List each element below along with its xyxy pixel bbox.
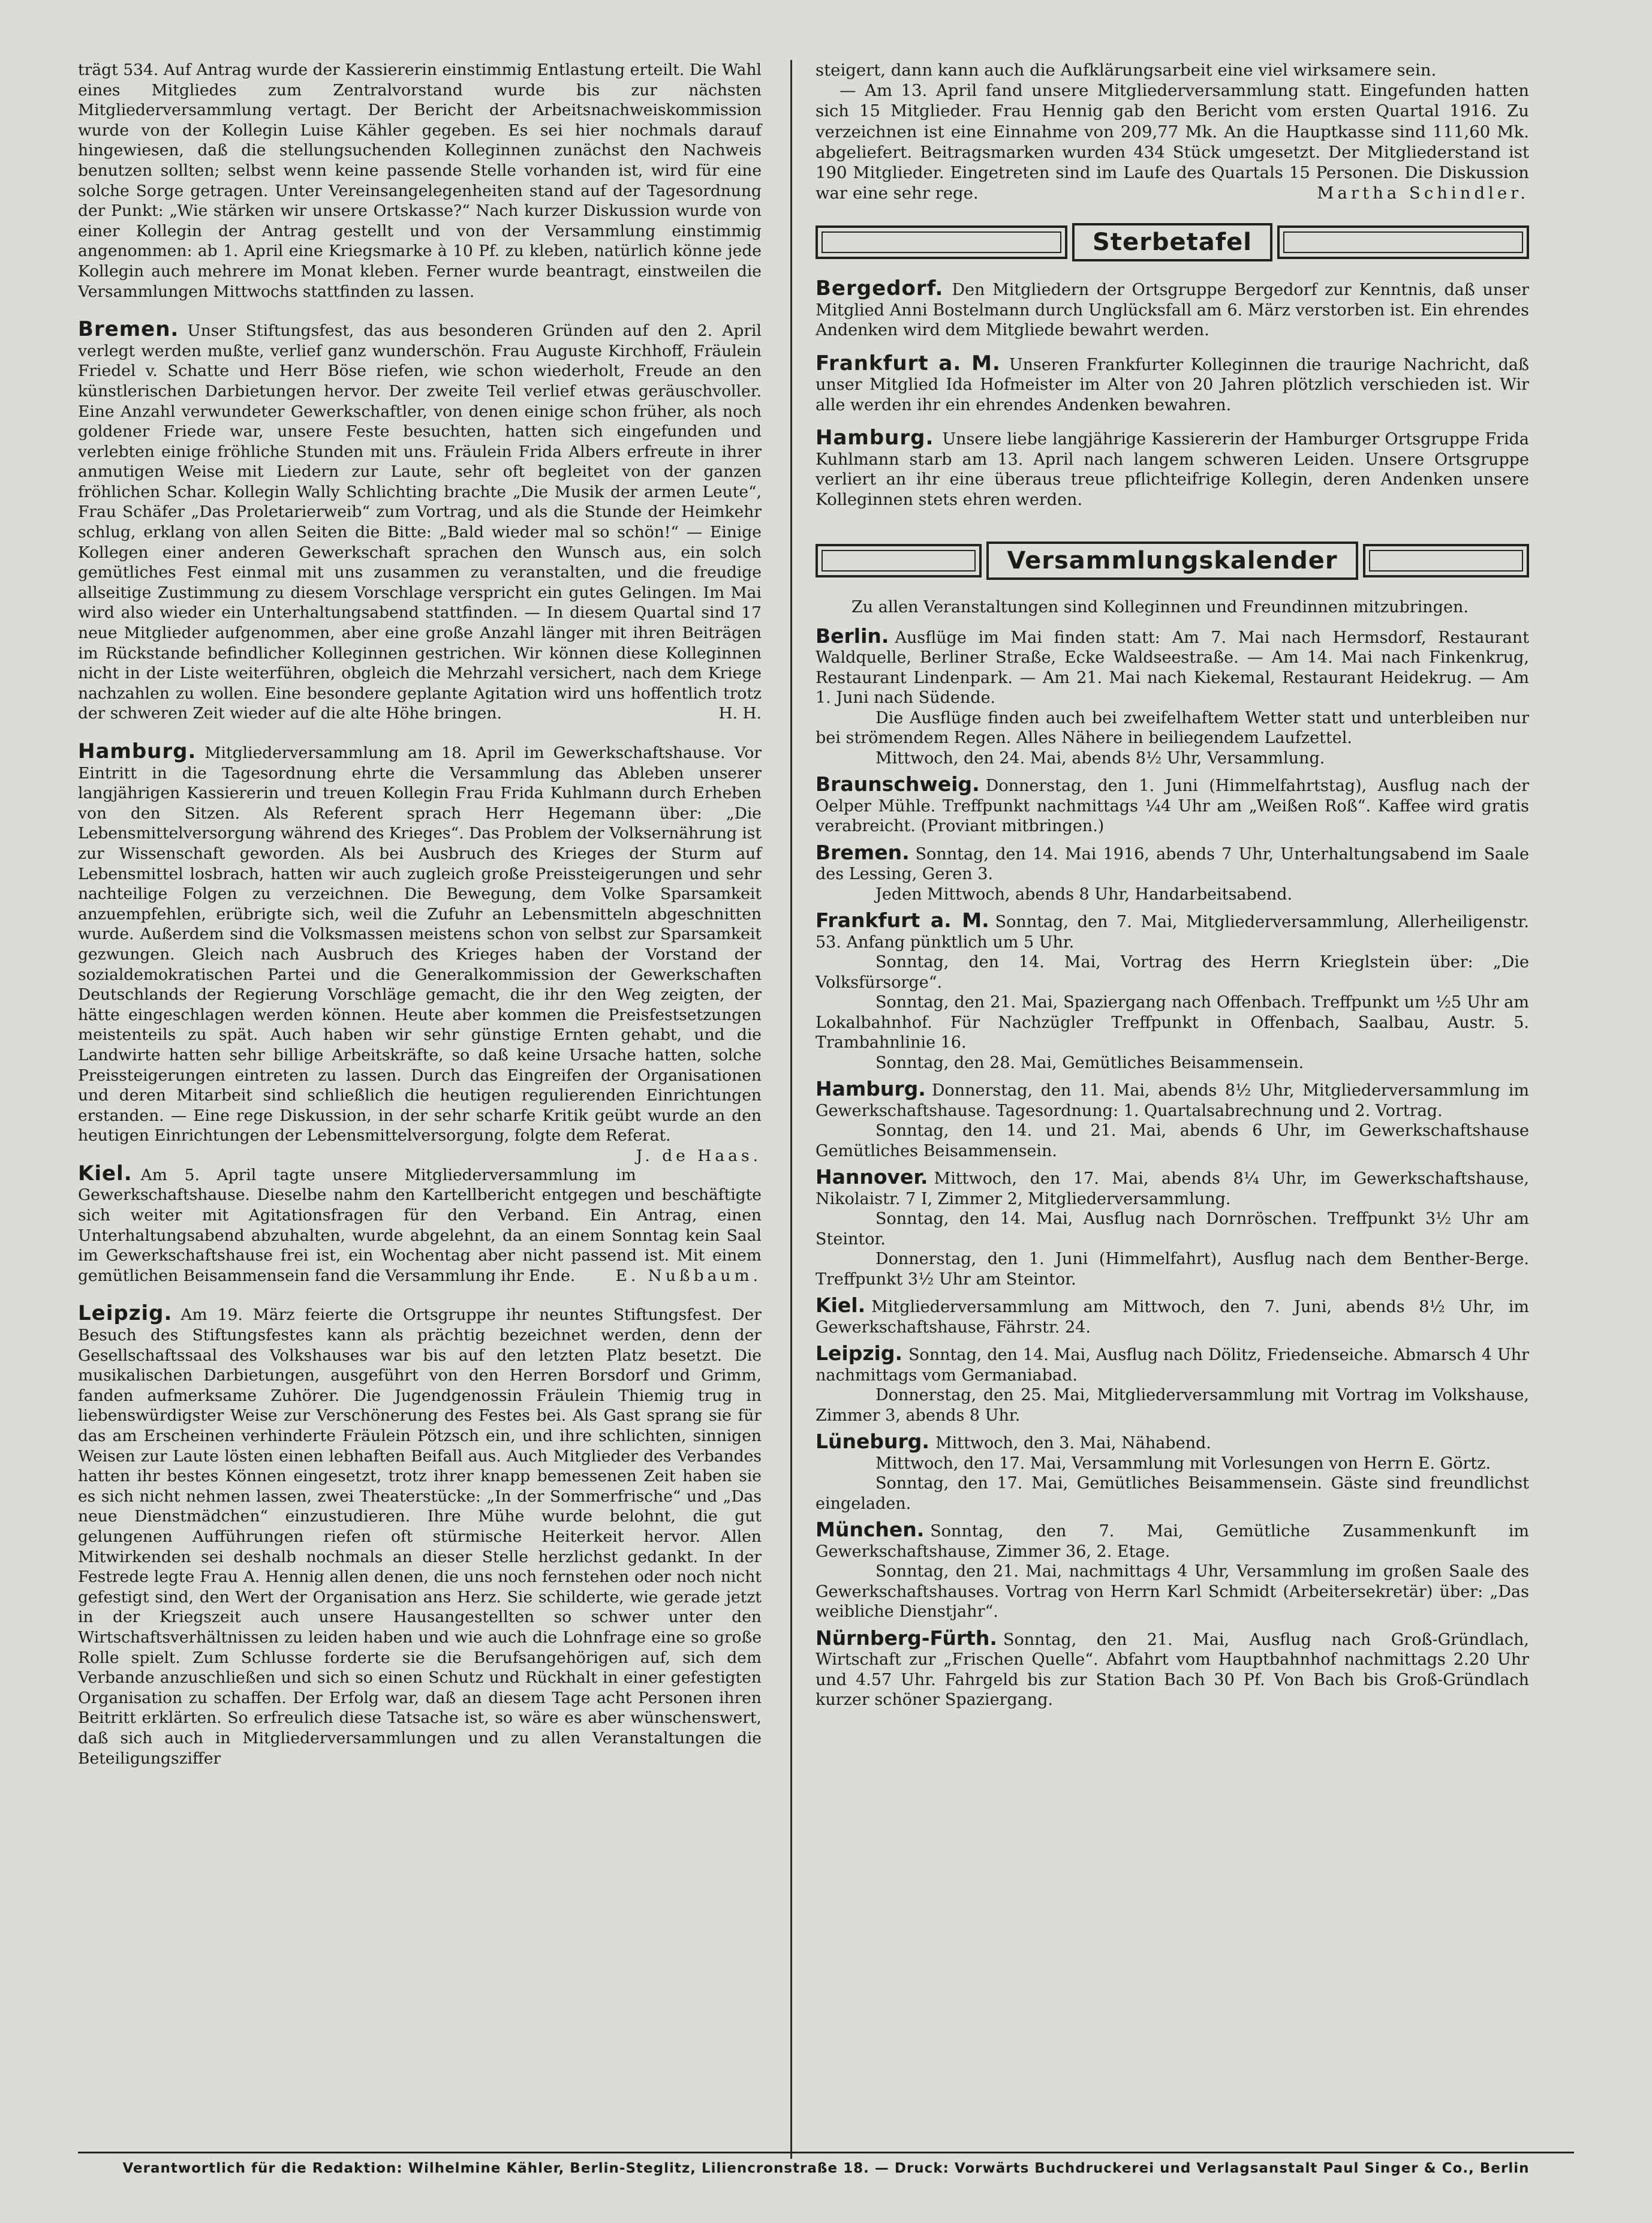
- obituary-hamburg: [816, 428, 1529, 510]
- event-hamburg: [816, 1079, 1529, 1161]
- leipzig-report: [816, 80, 1529, 203]
- imprint-footer: Verantwortlich für die Redaktion: Wilhelmine Kähler, Berlin-Steglitz, Liliencronstraße 18. — Druck: Vorwärts Buchdruckerei und Verlagsanstalt Paul Singer & Co., Berlin: [78, 2152, 1574, 2176]
- event-line: Sonntag, den 17. Mai, Gemütliches Beisammensein. Gäste sind freundlichst eingeladen.: [816, 1474, 1529, 1513]
- intro-paragraph: trägt 534. Auf Antrag wurde der Kassiererin einstimmig Entlastung erteilt. Die Wahl eines Mitgliedes zum Zentralvorstand wurde bis zur nächsten Mitgliederversammlung vertagt. Der Bericht der Arbeitsnachweiskommission wurde von der Kollegin Luise Kähler gegeben. Es sei hier nochmals darauf hingewiesen, daß die stellungsuchenden Kolleginnen zunächst den Nachweis benutzen sollten; selbst wenn keine passende Stelle vorhanden ist, wird für eine solche Sorge getragen. Unter Vereinsangelegenheiten stand auf der Tagesordnung der Punkt: „Wie stärken wir unsere Ortskasse?“ Nach kurzer Diskussion wurde von einer Kollegin der Antrag gestellt und von der Versammlung einstimmig angenommen: ab 1. April eine Kriegsmarke à 10 Pf. zu kleben, natürlich könne jede Kollegin auch mehrere im Monat kleben. Ferner wurde beantragt, einstweilen die Versammlungen Mittwochs stattfinden zu lassen.: [78, 61, 762, 301]
- event-line: Mitgliederversammlung am Mittwoch, den 7. Juni, abends 8½ Uhr, im Gewerkschaftshause, Fährstr. 24.: [816, 1298, 1529, 1337]
- event-line: Jeden Mittwoch, abends 8 Uhr, Handarbeitsabend.: [875, 885, 1293, 904]
- event-line: Die Ausflüge finden auch bei zweifelhaftem Wetter statt und unterbleiben nur bei strömendem Regen. Alles Nähere in beiliegendem Laufzettel.: [816, 708, 1529, 748]
- article-signature: E. Nußbaum.: [615, 1266, 762, 1285]
- article-text: Am 5. April tagte unsere Mitgliederversammlung im Gewerkschaftshause. Dieselbe nahm den Kartellbericht entgegen und beschäftigte sich weiter mit Agitationsfragen für den Verband. Ein Antrag, einen Unterhaltungsabend abzuhalten, wurde abgelehnt, da an einem Sonntag kein Saal im Gewerkschaftshause frei ist, ein Wochentag aber nicht passend ist. Mit einem gemütlichen Beisammensein fand die Versammlung ihr Ende.: [78, 1165, 762, 1285]
- event-line: Donnerstag, den 1. Juni (Himmelfahrtstag), Ausflug nach der Oelper Mühle. Treffpunkt nachmittags ¼4 Uhr am „Weißen Roß“. Kaffee wird gratis verabreicht. (Proviant mitbringen.): [816, 777, 1529, 836]
- event-line: Sonntag, den 14. und 21. Mai, abends 6 Uhr, im Gewerkschaftshause Gemütliches Beisammensein.: [816, 1121, 1529, 1160]
- event-place: Kiel.: [816, 1294, 866, 1317]
- header-ornament-right: [1363, 544, 1529, 577]
- event-line: Sonntag, den 7. Mai, Gemütliche Zusammenkunft im Gewerkschaftshause, Zimmer 36, 2. Etage.: [816, 1522, 1529, 1561]
- event-place: Lüneburg.: [816, 1430, 929, 1454]
- event-line: Sonntag, den 14. Mai, Vortrag des Herrn Krieglstein über: „Die Volksfürsorge“.: [816, 953, 1529, 992]
- event-place: Berlin.: [816, 624, 889, 648]
- obituary-place: Frankfurt a. M.: [816, 351, 1001, 375]
- article-bremen: [78, 317, 762, 724]
- event-place: Bremen.: [816, 840, 910, 864]
- obituary-text: Den Mitgliedern der Ortsgruppe Bergedorf zur Kenntnis, daß unser Mitglied Anni Bostelmann durch Unglücksfall am 6. März verstorben ist. Ein ehrendes Andenken wird dem Mitgliede bewahrt werden.: [816, 281, 1529, 340]
- event-muenchen: [816, 1520, 1529, 1622]
- left-column: [78, 60, 762, 1768]
- event-line: Mittwoch, den 24. Mai, abends 8½ Uhr, Versammlung.: [875, 748, 1325, 768]
- event-line: Sonntag, den 28. Mai, Gemütliches Beisammensein.: [875, 1053, 1304, 1072]
- leipzig-continuation: steigert, dann kann auch die Aufklärungsarbeit eine viel wirksamere sein.: [816, 61, 1437, 80]
- obituary-text: Unseren Frankfurter Kolleginnen die traurige Nachricht, daß unser Mitglied Ida Hofmeister im Alter von 20 Jahren plötzlich verschieden ist. Wir alle werden ihr ein ehrendes Andenken bewahren.: [816, 355, 1529, 414]
- header-ornament-left: [816, 544, 982, 577]
- event-braunschweig: [816, 774, 1529, 837]
- obituary-text: Unsere liebe langjährige Kassiererin der Hamburger Ortsgruppe Frida Kuhlmann starb am 13. April nach langem schweren Leiden. Unsere Ortsgruppe verliert an ihr eine überaus treue pflichteifrige Kollegin, deren Andenken unsere Kolleginnen stets ehren werden.: [816, 430, 1529, 509]
- article-signature: H. H.: [718, 704, 762, 723]
- event-line: Sonntag, den 21. Mai, nachmittags 4 Uhr, Versammlung im großen Saale des Gewerkschaftshauses. Vortrag von Herrn Karl Schmidt (Arbeitersekretär) über: „Das weibliche Dienstjahr“.: [816, 1562, 1529, 1622]
- obituary-place: Bergedorf.: [816, 276, 944, 301]
- event-line: Sonntag, den 14. Mai, Ausflug nach Dornröschen. Treffpunkt 3½ Uhr am Steintor.: [816, 1210, 1529, 1249]
- event-leipzig: [816, 1343, 1529, 1425]
- event-hannover: [816, 1167, 1529, 1289]
- event-line: Mittwoch, den 17. Mai, abends 8¼ Uhr, im Gewerkschaftshause, Nikolaistr. 7 I, Zimmer 2, Mitgliederversammlung.: [816, 1169, 1529, 1208]
- kalender-title: Versammlungskalender: [986, 542, 1358, 580]
- article-hamburg: [78, 739, 762, 1165]
- kalender-intro: [816, 597, 1529, 618]
- event-line: Mittwoch, den 17. Mai, Versammlung mit Vorlesungen von Herrn E. Görtz.: [875, 1454, 1491, 1473]
- event-line: Sonntag, den 14. Mai 1916, abends 7 Uhr, Unterhaltungsabend im Saale des Lessing, Geren 3.: [816, 844, 1529, 884]
- kalender-intro-text: Zu allen Veranstaltungen sind Kolleginnen und Freundinnen mitzubringen.: [851, 598, 1469, 617]
- event-line: Sonntag, den 21. Mai, Ausflug nach Groß-Gründlach, Wirtschaft zur „Frischen Quelle“. Abfahrt vom Hauptbahnhof nachmittags 2.20 Uhr und 4.57 Uhr. Fahrgeld bis zur Station Bach 30 Pf. Von Bach bis Groß-Gründlach kurzer schöner Spaziergang.: [816, 1630, 1529, 1710]
- sterbetafel-title: Sterbetafel: [1072, 223, 1272, 261]
- event-line: Donnerstag, den 1. Juni (Himmelfahrt), Ausflug nach dem Benther-Berge. Treffpunkt 3½ Uhr am Steintor.: [816, 1250, 1529, 1289]
- header-ornament-left: [816, 225, 1067, 259]
- event-line: Sonntag, den 7. Mai, Mitgliederversammlung, Allerheiligenstr. 53. Anfang pünktlich um 5 Uhr.: [816, 913, 1529, 952]
- event-frankfurt: [816, 910, 1529, 1073]
- event-place: Nürnberg-Fürth.: [816, 1626, 997, 1650]
- leipzig-signature: Martha Schindler.: [1317, 184, 1529, 203]
- article-place: Kiel.: [78, 1161, 133, 1186]
- event-place: Braunschweig.: [816, 772, 980, 796]
- event-place: Hannover.: [816, 1165, 928, 1189]
- obituary-place: Hamburg.: [816, 426, 934, 450]
- event-place: Leipzig.: [816, 1341, 903, 1365]
- sterbetafel-header: [816, 221, 1529, 263]
- event-line: Sonntag, den 14. Mai, Ausflug nach Dölitz, Friedenseiche. Abmarsch 4 Uhr nachmittags vom Germaniabad.: [816, 1346, 1529, 1385]
- event-place: München.: [816, 1518, 925, 1542]
- article-place: Bremen.: [78, 317, 179, 342]
- event-place: Frankfurt a. M.: [816, 909, 989, 932]
- article-text: Mitgliederversammlung am 18. April im Gewerkschaftshause. Vor Eintritt in die Tagesordnung ehrte die Versammlung das Ableben unserer langjährigen Kassiererin und treuen Kollegin Frau Frida Kuhlmann durch Erheben von den Sitzen. Als Referent sprach Herr Hegemann über: „Die Lebensmittelversorgung während des Krieges“. Das Problem der Volksernährung ist zur Wissenschaft geworden. Als bei Ausbruch des Krieges der Sturm auf Lebensmittel losbrach, hatten wir auch zugleich große Preissteigerungen und sehr nachteilige Folgen zu verzeichnen. Die Bewegung, dem Volke Sparsamkeit anzuempfehlen, erübrigte sich, weil die Zufuhr an Lebensmitteln abgeschnitten wurde. Außerdem sind die Volksmassen meistens schon von selbst zur Sparsamkeit gezwungen. Gleich nach Ausbruch des Krieges haben der Vorstand der sozialdemokratischen Partei und die Generalkommission der Gewerkschaften Deutschlands der Regierung Vorschläge gemacht, die ihr den Weg zeigten, der hätte eingeschlagen werden können. Heute aber kommen die Preisfestsetzungen meistenteils zu spät. Auch haben wir sehr günstige Ernten gehabt, und die Landwirte hatten sehr billige Arbeitskräfte, so daß keine Ursache hatten, solche Preissteigerungen eintreten zu lassen. Durch das Eingreifen der Organisationen und deren Mitarbeit sind schließlich die heutigen regulierenden Einrichtungen erstanden. — Eine rege Diskussion, in der sehr scharfe Kritik geübt wurde an den heutigen Einrichtungen der Lebensmittelversorgung, folgte dem Referat.: [78, 744, 762, 1145]
- article-place: Hamburg.: [78, 739, 197, 763]
- leipzig-report-text: — Am 13. April fand unsere Mitgliederversammlung statt. Eingefunden hatten sich 15 Mitglieder. Frau Hennig gab den Bericht vom ersten Quartal 1916. Zu verzeichnen ist eine Einnahme von 209,77 Mk. An die Hauptkasse sind 111,60 Mk. abgeliefert. Beitragsmarken wurden 434 Stück umgesetzt. Der Mitgliederstand ist 190 Mitglieder. Eingetreten sind im Laufe des Quartals 15 Personen. Die Diskussion war eine sehr rege.: [816, 81, 1529, 203]
- event-kiel: [816, 1295, 1529, 1337]
- article-text: Am 19. März feierte die Ortsgruppe ihr neuntes Stiftungsfest. Der Besuch des Stiftungsfestes kann als prächtig bezeichnet werden, denn der Gesellschaftssaal des Volkshauses war bis auf den letzten Platz besetzt. Die musikalischen Darbietungen, ausgeführt von den Herren Borsdorf und Grimm, fanden aufmerksame Zuhörer. Die Jugendgenossin Fräulein Thiemig trug in liebenswürdigster Weise zur Verschönerung des Festes bei. Als Gast sprang sie für das am Erscheinen verhinderte Fräulein Pötzsch ein, und ihre schlichten, sinnigen Weisen zur Laute lösten einen lebhaften Beifall aus. Auch Mitglieder des Verbandes hatten ihr bestes Können eingesetzt, trotz ihrer knapp bemessenen Zeit haben sie es sich nicht nehmen lassen, zwei Theaterstücke: „In der Sommerfrische“ und „Das neue Dienstmädchen“ einzustudieren. Ihre Mühe wurde belohnt, die gut gelungenen Aufführungen riefen oft stürmische Heiterkeit hervor. Allen Mitwirkenden sei deshalb nochmals an dieser Stelle herzlichst gedankt. In der Festrede legte Frau A. Hennig allen denen, die uns noch fernstehen oder noch nicht gefestigt sind, den Wert der Organisation ans Herz. Sie schilderte, wie gerade jetzt in der Kriegszeit auch unsere Hausangestellten so schwer unter den Wirtschaftsverhältnissen zu leiden haben und wie auch die Lohnfrage eine so große Rolle spielt. Zum Schlusse forderte sie die Berufsangehörigen auf, sich dem Verbande anzuschließen und sich so einen Schutz und Rückhalt in einer gefestigten Organisation zu schaffen. Der Erfolg war, daß an diesem Tage acht Personen ihren Beitritt erklärten. So erfreulich diese Tatsache ist, so wäre es aber wünschenswert, daß sich auch in Mitgliederversammlungen und zu allen Veranstaltungen die Beteiligungsziffer: [78, 1305, 762, 1768]
- event-line: Mittwoch, den 3. Mai, Nähabend.: [935, 1434, 1211, 1453]
- event-place: Hamburg.: [816, 1077, 926, 1101]
- event-line: Donnerstag, den 25. Mai, Mitgliederversammlung mit Vortrag im Volkshause, Zimmer 3, abends 8 Uhr.: [816, 1386, 1529, 1425]
- event-lueneburg: [816, 1431, 1529, 1514]
- event-line: Donnerstag, den 11. Mai, abends 8½ Uhr, Mitgliederversammlung im Gewerkschaftshause. Tagesordnung: 1. Quartalsabrechnung und 2. Vortrag.: [816, 1081, 1529, 1120]
- event-bremen: [816, 840, 1529, 905]
- obituary-bergedorf: [816, 276, 1529, 341]
- obituary-frankfurt: [816, 351, 1529, 416]
- article-text: Unser Stiftungsfest, das aus besonderen Gründen auf den 2. April verlegt werden mußte, verlief ganz wunderschön. Frau Auguste Kirchhoff, Fräulein Friedel v. Schatte und Herr Böse riefen, wie schon wiederholt, Freude an den künstlerischen Darbietungen hervor. Der zweite Teil verlief etwas geräuschvoller. Eine Anzahl verwundeter Gewerkschaftler, von denen einige schon früher, als noch goldener Friede war, unsere Feste besuchten, hatten sich eingefunden und verlebten einige fröhliche Stunden mit uns. Fräulein Frida Albers erfreute in ihrer anmutigen Weise mit Liedern zur Laute, sehr oft begleitet von der ganzen fröhlichen Schar. Kollegin Wally Schlichting brachte „Die Musik der armen Leute“, Frau Schäfer „Das Proletarierweib“ zum Vortrag, und als die Stunde der Heimkehr schlug, erklang von allen Seiten die Bitte: „Bald wieder mal so schön!“ — Einige Kollegen einer anderen Gewerkschaft sprachen den Wunsch aus, ein solch gemütliches Fest einmal mit uns zusammen zu veranstalten, und die freudige allseitige Zustimmung zu diesem Vorschlage verspricht ein gutes Gelingen. Im Mai wird also wieder ein Unterhaltungsabend stattfinden. — In diesem Quartal sind 17 neue Mitglieder aufgenommen, aber eine große Anzahl länger mit ihren Beiträgen im Rückstande befindlicher Kolleginnen gestrichen. Wir können diese Kolleginnen nicht in der Liste weiterführen, obgleich die Mehrzahl versichert, nach dem Kriege nachzahlen zu wollen. Eine besondere geplante Agitation wird uns hoffentlich trotz der schweren Zeit wieder auf die alte Höhe bringen.: [78, 321, 762, 723]
- event-line: Ausflüge im Mai finden statt: Am 7. Mai nach Hermsdorf, Restaurant Waldquelle, Berliner Straße, Ecke Waldseestraße. — Am 14. Mai nach Finkenkrug, Restaurant Lindenpark. — Am 21. Mai nach Kiekemal, Restaurant Heidekrug. — Am 1. Juni nach Südende.: [816, 628, 1529, 708]
- column-divider: [790, 60, 792, 2159]
- event-line: Sonntag, den 21. Mai, Spaziergang nach Offenbach. Treffpunkt um ½5 Uhr am Lokalbahnhof. Für Nachzügler Treffpunkt in Offenbach, Saalbau, Austr. 5. Trambahnlinie 16.: [816, 993, 1529, 1052]
- article-signature: J. de Haas.: [636, 1146, 762, 1165]
- article-kiel: [78, 1161, 762, 1286]
- article-place: Leipzig.: [78, 1301, 173, 1326]
- article-leipzig: [78, 1301, 762, 1768]
- header-ornament-right: [1277, 225, 1529, 259]
- event-nuernberg-fuerth: [816, 1628, 1529, 1710]
- right-column: [816, 60, 1529, 1710]
- kalender-header: [816, 540, 1529, 582]
- event-berlin: [816, 626, 1529, 769]
